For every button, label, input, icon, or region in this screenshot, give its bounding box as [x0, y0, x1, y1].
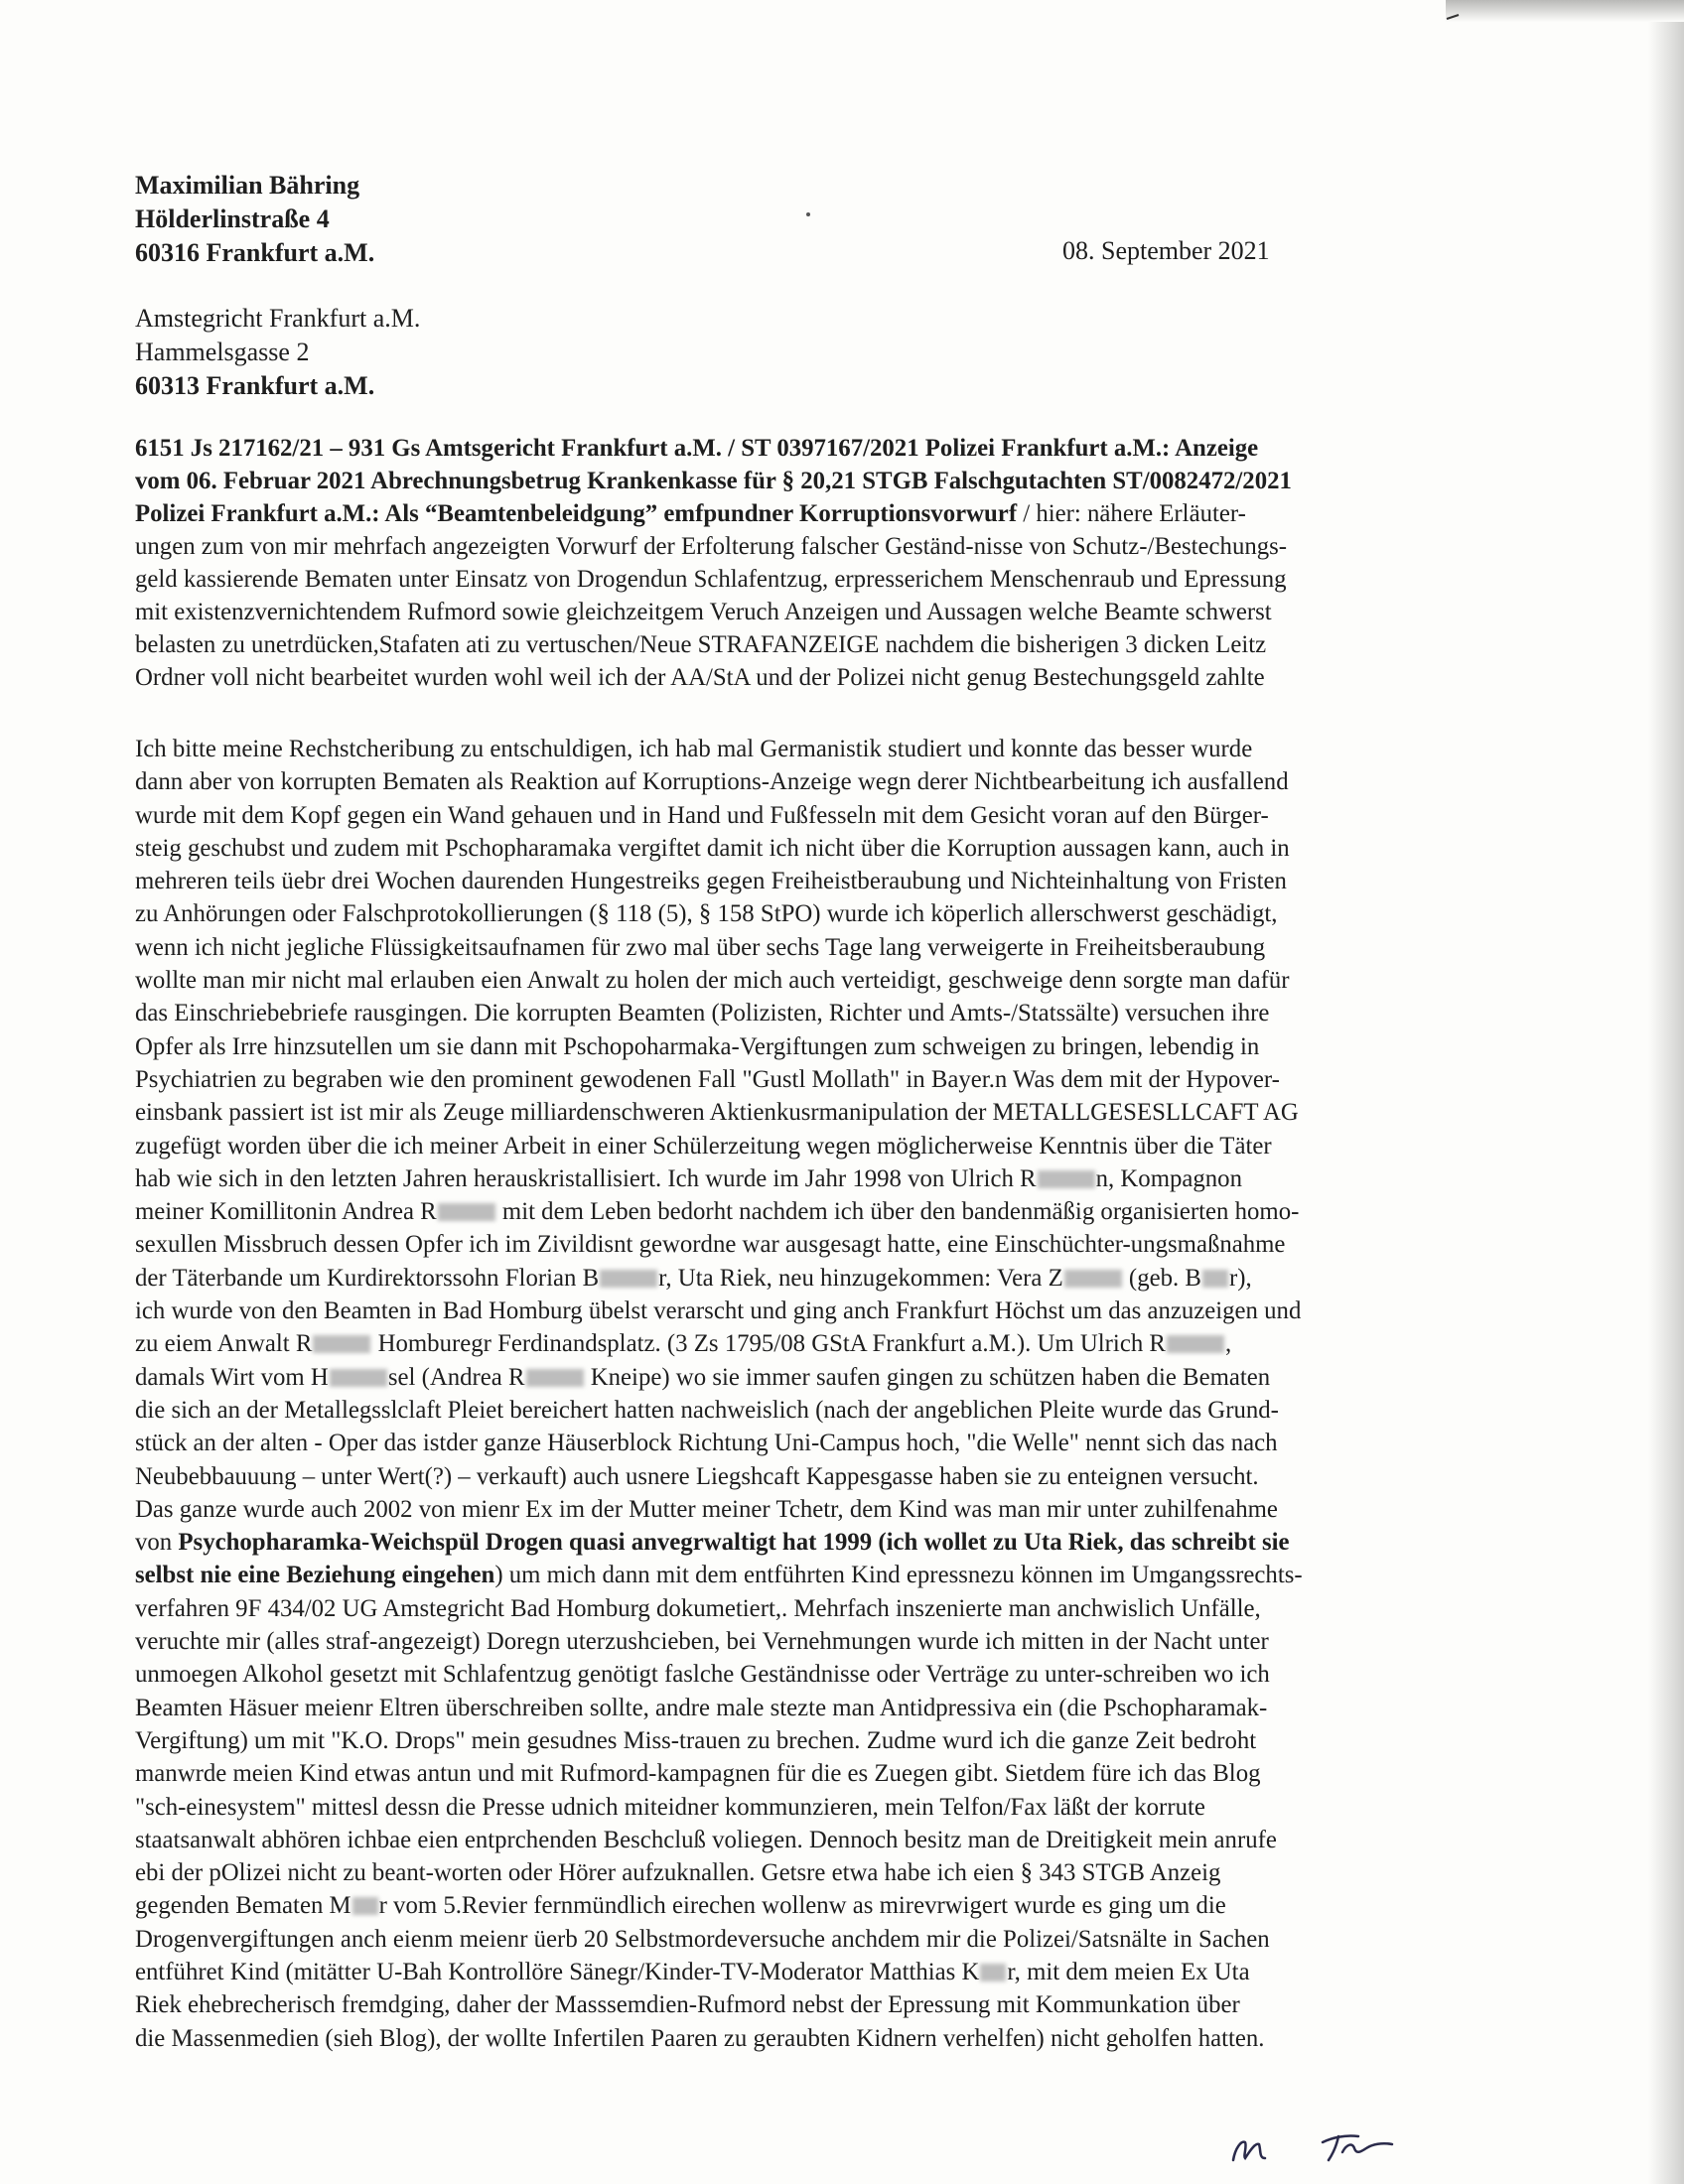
body-line: Opfer als Irre hinzsutellen um sie dann mit Pschopoharmaka-Vergiftungen zum schweigen zu bringen, lebendig in: [135, 1032, 1260, 1060]
subject-line-normal: / hier: nähere Erläuter-: [1023, 500, 1246, 527]
body-line: [135, 1162, 1525, 1195]
body-line: [135, 1526, 1525, 1559]
body-line: [135, 1195, 1525, 1228]
body-text: ) um mich dann mit dem entführten Kind epressnezu können im Umgangssrechts-: [494, 1562, 1303, 1589]
body-line: einsbank passiert ist ist mir als Zeuge milliardenschweren Aktienkusrmanipulation der METALLGESESLLCAFT AG: [135, 1099, 1299, 1127]
recipient-address: [135, 302, 420, 403]
body-line: unmoegen Alkohol gesetzt mit Schlafentzug genötigt faslche Geständnisse oder Verträge zu unter-schreiben wo ich: [135, 1661, 1270, 1689]
body-line: [135, 1559, 1525, 1591]
body-line: zugefügt worden über die ich meiner Arbeit in einer Schülerzeitung wegen möglicherweise Kenntnis über die Täter: [135, 1132, 1272, 1160]
body-line: Riek ehebrecherisch fremdging, daher der Masssemdien-Rufmord nebst der Epressung mit Kommunkation über: [135, 1991, 1240, 2019]
handwritten-signature: [1221, 2113, 1440, 2172]
redaction-blur: [352, 1897, 378, 1915]
body-line: ich wurde von den Beamten in Bad Homburg übelst verarscht und ging anch Frankfurt Höchst um das anzuzeigen und: [135, 1297, 1302, 1325]
subject-line: vom 06. Februar 2021 Abrechnungsbetrug Krankenkasse für § 20,21 STGB Falschgutachten ST/0082472/2021: [135, 468, 1292, 494]
recipient-city: 60313 Frankfurt a.M.: [135, 371, 375, 400]
body-text: sel (Andrea R: [387, 1363, 525, 1391]
letter-body: [135, 733, 1525, 2055]
body-line: mehreren teils üebr drei Wochen daurenden Hungestreiks gegen Freiheistberaubung und Nichteinhaltung von Fristen: [135, 868, 1287, 895]
body-text: r, Uta Riek, neu hinzugekommen: Vera Z: [658, 1264, 1063, 1292]
subject-line: geld kassierende Bematen unter Einsatz von Drogendun Schlafentzug, erpresserichem Menschenraub und Epressung: [135, 566, 1287, 593]
body-text-bold: Psychopharamka-Weichspül Drogen quasi anvegrwaltigt hat 1999 (ich wollet zu Uta Riek, das schreibt sie: [178, 1529, 1290, 1557]
body-text: n, Kompagnon: [1095, 1164, 1242, 1192]
redaction-blur: [600, 1270, 657, 1288]
body-line: Ich bitte meine Rechstcheribung zu entschuldigen, ich hab mal Germanistik studiert und konnte das besser wurde: [135, 736, 1253, 762]
body-line: [135, 1889, 1525, 1922]
sender-name: Maximilian Bähring: [135, 171, 360, 200]
body-text: zu eiem Anwalt R: [135, 1330, 313, 1358]
body-line: verfahren 9F 434/02 UG Amstegricht Bad Homburg dokumetiert,. Mehrfach inszenierte man anchwislich Unfälle,: [135, 1594, 1261, 1622]
body-text: mit dem Leben bedorht nachdem ich über den bandenmäßig organisierten homo-: [495, 1198, 1300, 1226]
body-line: ebi der pOlizei nicht zu beant-worten oder Hörer aufzuknallen. Getsre etwa habe ich eien § 343 STGB Anzeig: [135, 1859, 1221, 1887]
body-text: hab wie sich in den letzten Jahren herauskristallisiert. Ich wurde im Jahr 1998 von Ulrich R: [135, 1164, 1037, 1192]
body-text: r, mit dem meien Ex Uta: [1007, 1958, 1250, 1985]
body-text: r),: [1228, 1264, 1252, 1292]
body-line: [135, 1327, 1525, 1360]
body-line: wollte man mir nicht mal erlauben eien Anwalt zu holen der mich auch verteidigt, geschweige denn sorgte man dafür: [135, 967, 1290, 995]
body-line: wenn ich nicht jegliche Flüssigkeitsaufnamen für zwo mal über sechs Tage lang verweigerte in Freiheitsberaubung: [135, 933, 1266, 961]
redaction-blur: [1064, 1270, 1122, 1288]
sender-street: Hölderlinstraße 4: [135, 205, 330, 233]
body-line: dann aber von korrupten Bematen als Reaktion auf Korruptions-Anzeige wegn derer Nichtbearbeitung ich ausfallend: [135, 768, 1289, 796]
body-line: die Massenmedien (sieh Blog), der wollte Infertilen Paaren zu geraubten Kidnern verhelfen) nicht geholfen hatten.: [135, 2024, 1265, 2052]
subject-line: ungen zum von mir mehrfach angezeigten Vorwurf der Erfolterung falscher Geständ-nisse von Schutz-/Bestechungs-: [135, 533, 1288, 560]
body-text: damals Wirt vom H: [135, 1363, 329, 1391]
body-line: Beamten Häsuer meienr Eltren überschreiben sollte, andre male stezte man Antidpressiva ein (die Pschopharamak-: [135, 1694, 1268, 1721]
body-line: steig geschubst und zudem mit Pschopharamaka vergiftet damit ich nicht über die Korruption aussagen kann, auch in: [135, 834, 1290, 862]
redaction-blur: [330, 1369, 387, 1387]
redaction-blur: [1167, 1335, 1224, 1353]
body-text: (geb. B: [1122, 1264, 1201, 1292]
body-line: zu Anhörungen oder Falschprotokollierungen (§ 118 (5), § 158 StPO) wurde ich köperlich allerschwerst geschädigt,: [135, 900, 1278, 928]
body-text: Homburegr Ferdinandsplatz. (3 Zs 1795/08 GStA Frankfurt a.M.). Um Ulrich R: [371, 1330, 1166, 1358]
recipient-street: Hammelsgasse 2: [135, 338, 310, 366]
body-line: [135, 1262, 1525, 1295]
scan-edge-top: [1446, 0, 1684, 22]
subject-line: belasten zu unetrdücken,Stafaten ati zu vertuschen/Neue STRAFANZEIGE nachdem die bisherigen 3 dicken Leitz: [135, 631, 1267, 658]
subject-line: 6151 Js 217162/21 – 931 Gs Amtsgericht Frankfurt a.M. / ST 0397167/2021 Polizei Frankfurt a.M.: Anzeige: [135, 435, 1259, 462]
redaction-blur: [1202, 1270, 1228, 1288]
redaction-blur: [526, 1369, 584, 1387]
body-text: r vom 5.Revier fernmündlich eirechen wollenw as mirevrwigert wurde es ging um die: [378, 1892, 1226, 1920]
body-text: von: [135, 1529, 179, 1557]
body-text-bold: selbst nie eine Beziehung eingehen: [135, 1562, 495, 1589]
body-line: Das ganze wurde auch 2002 von mienr Ex im der Mutter meiner Tchetr, dem Kind was man mir unter zuhilfenahme: [135, 1495, 1278, 1523]
scan-dot: [806, 212, 810, 216]
recipient-name: Amstegricht Frankfurt a.M.: [135, 304, 421, 333]
subject-line: [135, 497, 1525, 530]
redaction-blur: [313, 1335, 370, 1353]
body-line: Vergiftung) um mit "K.O. Drops" mein gesudnes Miss-trauen zu brechen. Zudme wurd ich die ganze Zeit bedroht: [135, 1726, 1257, 1754]
redaction-blur: [438, 1203, 495, 1221]
subject-line: mit existenzvernichtendem Rufmord sowie gleichzeitgem Veruch Anzeigen und Aussagen welche Beamte schwerst: [135, 599, 1272, 625]
body-text: der Täterbande um Kurdirektorssohn Florian B: [135, 1264, 600, 1292]
body-line: stück an der alten - Oper das istder ganze Häuserblock Richtung Uni-Campus hoch, "die Welle" nennt sich das nach: [135, 1430, 1278, 1457]
redaction-blur: [980, 1964, 1006, 1981]
body-line: veruchte mir (alles straf-angezeigt) Doregn uterzushcieben, bei Vernehmungen wurde ich mitten in der Nacht unter: [135, 1628, 1269, 1656]
subject-block: [135, 432, 1525, 694]
body-line: Drogenvergiftungen anch eienm meienr üerb 20 Selbstmordeversuche anchdem mir die Polizei/Satsnälte in Sachen: [135, 1925, 1270, 1953]
sender-city: 60316 Frankfurt a.M.: [135, 238, 375, 267]
body-text: meiner Komillitonin Andrea R: [135, 1198, 437, 1226]
letter-date: 08. September 2021: [1062, 236, 1270, 265]
body-line: manwrde meien Kind etwas antun und mit Rufmord-kampagnen für die es Zuegen gibt. Sietdem füre ich das Blog: [135, 1760, 1261, 1788]
redaction-blur: [1038, 1170, 1095, 1188]
subject-line-bold: Polizei Frankfurt a.M.: Als “Beamtenbeleidgung” emfpundner Korruptionsvorwurf: [135, 500, 1024, 527]
body-line: "sch-einesystem" mittesl dessn die Presse udnich miteidner kommunzieren, mein Telfon/Fax läßt der korrute: [135, 1793, 1205, 1821]
body-line: [135, 1956, 1525, 1988]
body-line: Psychiatrien zu begraben wie den prominent gewodenen Fall "Gustl Mollath" in Bayer.n Was dem mit der Hypover-: [135, 1065, 1280, 1093]
body-line: Neubebbauuung – unter Wert(?) – verkauft) auch usnere Liegshcaft Kappesgasse haben sie zu enteignen versucht.: [135, 1462, 1259, 1490]
body-line: wurde mit dem Kopf gegen ein Wand gehauen und in Hand und Fußfesseln mit dem Gesicht voran auf den Bürger-: [135, 801, 1269, 829]
body-line: das Einschriebebriefe rausgingen. Die korrupten Beamten (Polizisten, Richter und Amts-/Statssälte) versuchen ihre: [135, 1000, 1270, 1027]
body-line: die sich an der Metallegsslclaft Pleiet bereichert hatten nachweislich (nach der angeblichen Pleite wurde das Grund-: [135, 1396, 1279, 1424]
body-line: staatsanwalt abhören ichbae eien entprchenden Beschcluß voliegen. Dennoch besitz man de Dreitigkeit mein anrufe: [135, 1826, 1277, 1853]
body-text: Kneipe) wo sie immer saufen gingen zu schützen haben die Bematen: [584, 1363, 1271, 1391]
body-line: [135, 1361, 1525, 1394]
body-text: gegenden Bematen M: [135, 1892, 351, 1920]
body-text: entführet Kind (mitätter U-Bah Kontrollöre Sänegr/Kinder-TV-Moderator Matthias K: [135, 1958, 980, 1985]
scan-mark: [1446, 14, 1460, 20]
body-line: sexullen Missbruch dessen Opfer ich im Zivildisnt gewordne war ausgesagt hatte, eine Einschüchter-ungsmaßnahme: [135, 1231, 1286, 1259]
body-text: ,: [1224, 1330, 1232, 1358]
scan-edge-right: [1648, 0, 1684, 2184]
sender-address: [135, 169, 374, 270]
subject-line: Ordner voll nicht bearbeitet wurden wohl weil ich der AA/StA und der Polizei nicht genug Bestechungsgeld zahlte: [135, 664, 1265, 691]
